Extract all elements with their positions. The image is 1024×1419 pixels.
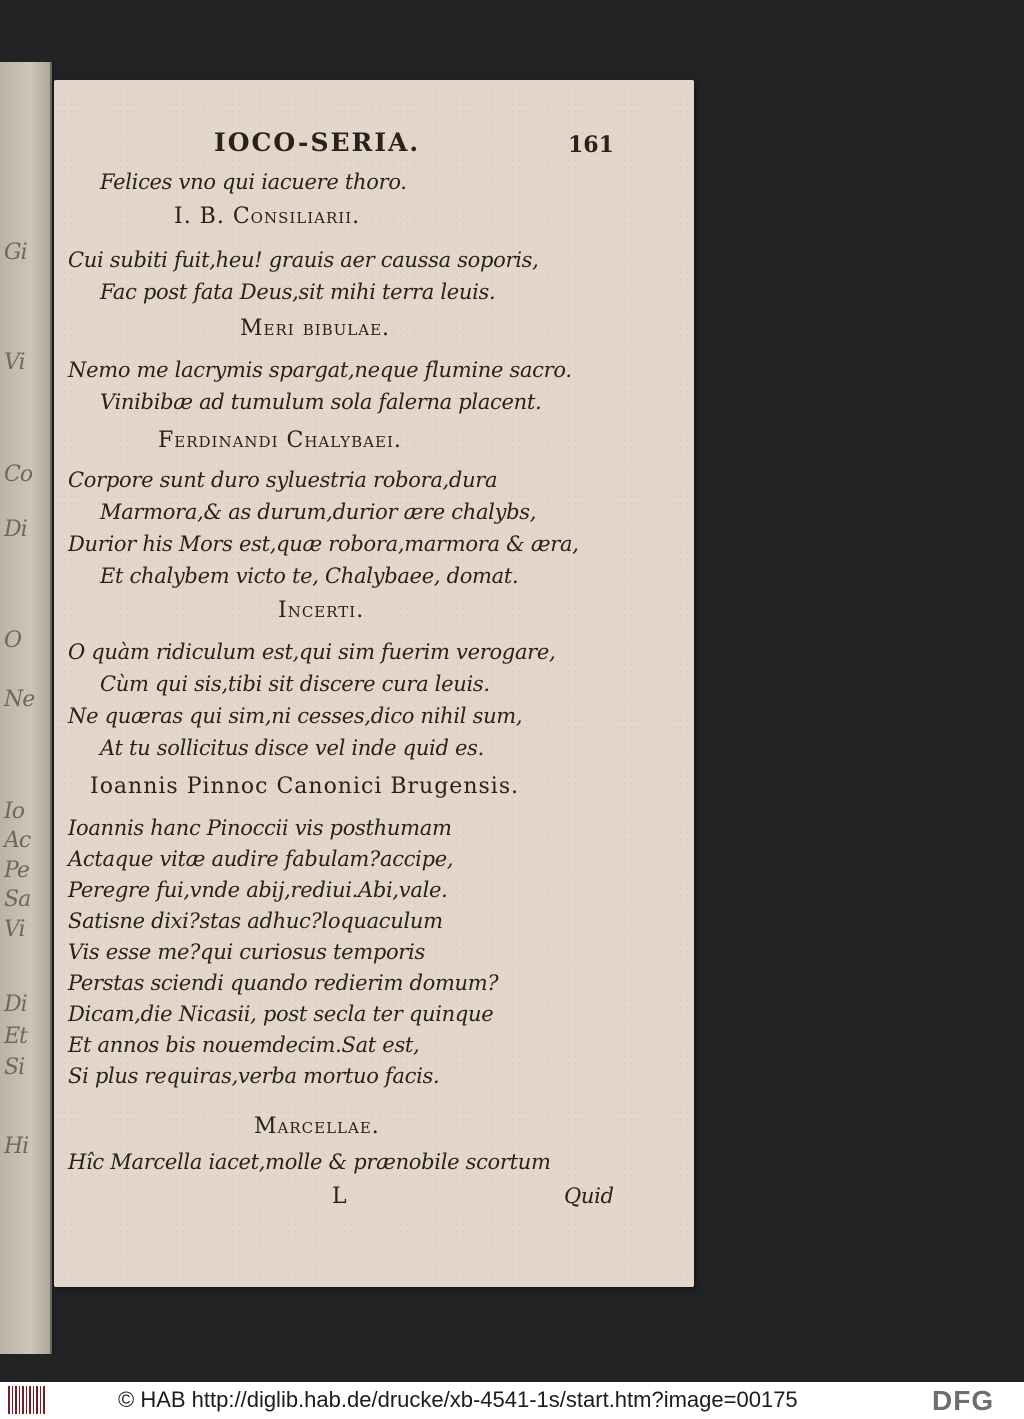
verse-line: O quàm ridiculum est,qui sim fuerim verogare, — [68, 640, 556, 664]
previous-page-fragment: Di — [4, 517, 27, 542]
verse-line: Fac post fata Deus,sit mihi terra leuis. — [100, 280, 496, 304]
previous-page-fragment: Ne — [4, 687, 35, 712]
previous-page-fragment: Io — [4, 799, 24, 824]
previous-page-fragment: Sa — [4, 887, 31, 912]
epitaph-heading: Incerti. — [278, 598, 365, 623]
dfg-logo: DFG — [932, 1385, 995, 1416]
previous-page-fragment: Co — [4, 462, 33, 487]
catchword: Quid — [564, 1184, 614, 1208]
epitaph-heading: I. B. Consiliarii. — [174, 204, 361, 229]
footer-bar — [0, 1382, 1024, 1419]
verse-line: Hîc Marcella iacet,molle & prænobile scortum — [68, 1150, 551, 1174]
verse-line: Si plus requiras,verba mortuo facis. — [68, 1064, 440, 1088]
verse-line: Perstas sciendi quando redierim domum? — [68, 971, 499, 995]
verse-line: Vinibibæ ad tumulum sola falerna placent. — [100, 390, 542, 414]
previous-page-fragment: Vi — [4, 350, 25, 375]
verse-line: Durior his Mors est,quæ robora,marmora & æra, — [68, 532, 579, 556]
previous-page-fragment: Hi — [4, 1134, 29, 1159]
verse-line: Actaque vitæ audire fabulam?accipe, — [68, 847, 454, 871]
verse-line: Marmora,& as durum,durior ære chalybs, — [100, 500, 537, 524]
previous-page-fragment: Ac — [4, 828, 31, 853]
verse-line: Corpore sunt duro syluestria robora,dura — [68, 468, 498, 492]
verse-line: Cùm qui sis,tibi sit discere cura leuis. — [100, 672, 490, 696]
barcode-icon — [8, 1386, 46, 1414]
epitaph-heading: Marcellae. — [254, 1114, 380, 1139]
verse-line: Ne quæras qui sim,ni cesses,dico nihil sum, — [68, 704, 523, 728]
epitaph-heading: Ioannis Pinnoc Canonici Brugensis. — [90, 774, 520, 799]
verse-line: Cui subiti fuit,heu! grauis aer caussa soporis, — [68, 248, 539, 272]
previous-page-fragment: Vi — [4, 917, 25, 942]
page-number: 161 — [568, 132, 614, 158]
previous-page-fragment: Di — [4, 992, 27, 1017]
copyright-link[interactable]: © HAB http://diglib.hab.de/drucke/xb-4541-1s/start.htm?image=00175 — [118, 1387, 798, 1412]
verse-line: Ioannis hanc Pinoccii vis posthumam — [68, 816, 452, 840]
verse-line: Dicam,die Nicasii, post secla ter quinque — [68, 1002, 494, 1026]
book-page — [54, 80, 694, 1287]
verse-line: Satisne dixi?stas adhuc?loquaculum — [68, 909, 443, 933]
verse-line: Peregre fui,vnde abij,rediui.Abi,vale. — [68, 878, 448, 902]
epitaph-heading: Meri bibulae. — [240, 316, 391, 341]
verse-line: At tu sollicitus disce vel inde quid es. — [100, 736, 484, 760]
previous-page-fragment: Gi — [4, 240, 27, 265]
verse-line: Et annos bis nouemdecim.Sat est, — [68, 1033, 420, 1057]
previous-page-fragment: Et — [4, 1024, 27, 1049]
previous-page-edge — [0, 62, 52, 1354]
previous-page-fragment: Si — [4, 1055, 25, 1080]
verse-line: Vis esse me?qui curiosus temporis — [68, 940, 425, 964]
epitaph-heading: Ferdinandi Chalybaei. — [158, 428, 402, 453]
verse-line: Nemo me lacrymis spargat,neque flumine sacro. — [68, 358, 572, 382]
running-head: IOCO-SERIA. — [214, 128, 421, 157]
previous-page-fragment: O — [4, 628, 22, 653]
verse-line: Et chalybem victo te, Chalybaee, domat. — [100, 564, 519, 588]
signature-mark: L — [332, 1184, 347, 1209]
previous-page-fragment: Pe — [4, 858, 29, 883]
verse-line: Felices vno qui iacuere thoro. — [100, 170, 407, 194]
